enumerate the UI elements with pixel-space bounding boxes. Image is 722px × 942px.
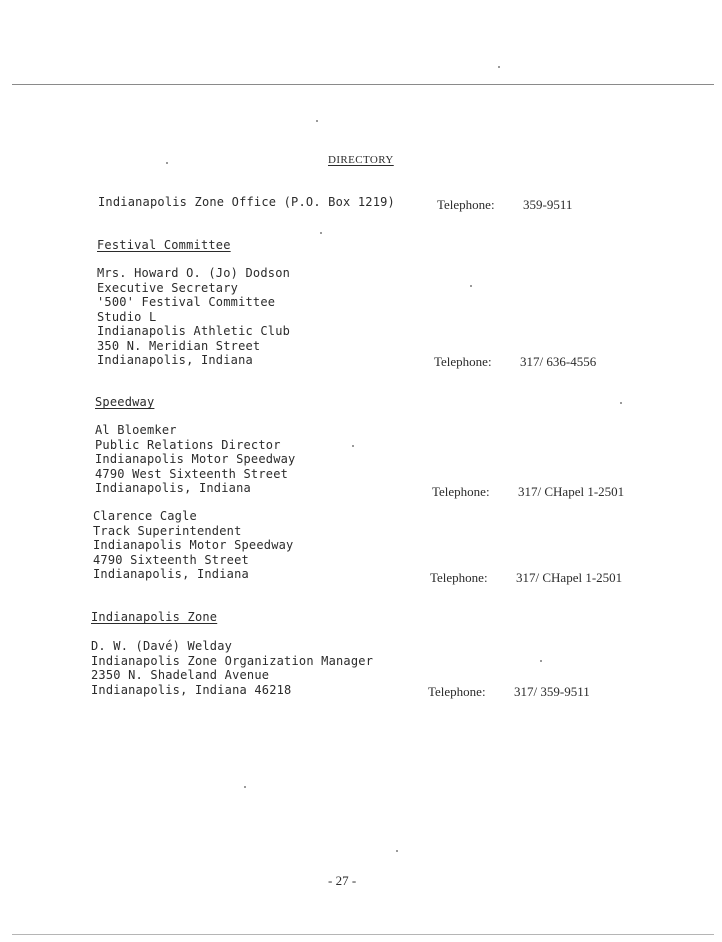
scan-speck bbox=[620, 402, 622, 404]
contact-telephone: 317/ 636-4556 bbox=[520, 354, 597, 369]
contact-name: Clarence Cagle bbox=[93, 509, 197, 523]
contact-title: Track Superintendent bbox=[93, 523, 242, 538]
scan-speck bbox=[396, 850, 398, 852]
contact-address-line: Indianapolis Athletic Club bbox=[97, 324, 291, 338]
contact-city: Indianapolis, Indiana 46218 bbox=[91, 682, 292, 697]
contact-title: Indianapolis Zone Organization Manager bbox=[91, 653, 374, 668]
contact-telephone-label: Telephone: bbox=[434, 354, 492, 369]
contact-street: 4790 West Sixteenth Street bbox=[95, 466, 289, 481]
contact-telephone-label: Telephone: bbox=[430, 570, 488, 585]
contact-telephone: 317/ CHapel 1-2501 bbox=[518, 484, 625, 499]
contact-city: Indianapolis, Indiana bbox=[97, 353, 253, 367]
scan-speck bbox=[498, 66, 500, 68]
contact-title: Executive Secretary bbox=[97, 280, 239, 295]
scan-speck bbox=[352, 445, 354, 447]
contact-telephone-label: Telephone: bbox=[432, 484, 490, 499]
contact-street: 2350 N. Shadeland Avenue bbox=[91, 668, 270, 682]
scan-speck bbox=[316, 120, 318, 122]
scan-speck bbox=[244, 786, 246, 788]
contact-telephone: 317/ CHapel 1-2501 bbox=[516, 570, 623, 585]
contact-name: D. W. (Davé) Welday bbox=[91, 639, 233, 653]
zone-heading: Indianapolis Zone bbox=[91, 610, 218, 624]
zone-office-telephone: 359-9511 bbox=[523, 197, 573, 212]
contact-telephone: 317/ 359-9511 bbox=[514, 684, 590, 699]
scan-speck bbox=[320, 232, 322, 234]
scan-speck bbox=[166, 162, 168, 164]
contact-city: Indianapolis, Indiana bbox=[93, 567, 249, 581]
zone-office-telephone-label: Telephone: bbox=[437, 197, 495, 212]
page-number: - 27 - bbox=[328, 873, 357, 888]
zone-office-label: Indianapolis Zone Office (P.O. Box 1219) bbox=[98, 195, 395, 209]
speedway-heading: Speedway bbox=[95, 395, 155, 409]
page-title: DIRECTORY bbox=[328, 154, 394, 166]
contact-telephone-label: Telephone: bbox=[428, 684, 486, 699]
contact-street: 4790 Sixteenth Street bbox=[93, 552, 249, 567]
contact-city: Indianapolis, Indiana bbox=[95, 481, 251, 495]
contact-organization: Indianapolis Motor Speedway bbox=[95, 452, 296, 466]
contact-name: Mrs. Howard O. (Jo) Dodson bbox=[97, 266, 291, 280]
scan-speck bbox=[540, 660, 542, 662]
contact-organization: Indianapolis Motor Speedway bbox=[93, 538, 294, 552]
contact-street: 350 N. Meridian Street bbox=[97, 338, 261, 353]
contact-address-line: Studio L bbox=[97, 309, 157, 324]
contact-name: Al Bloemker bbox=[95, 423, 177, 437]
bottom-rule bbox=[12, 934, 714, 935]
contact-organization: '500' Festival Committee bbox=[97, 295, 276, 309]
scan-speck bbox=[470, 285, 472, 287]
contact-title: Public Relations Director bbox=[95, 437, 281, 452]
top-rule bbox=[12, 84, 714, 85]
festival-heading: Festival Committee bbox=[97, 238, 231, 252]
